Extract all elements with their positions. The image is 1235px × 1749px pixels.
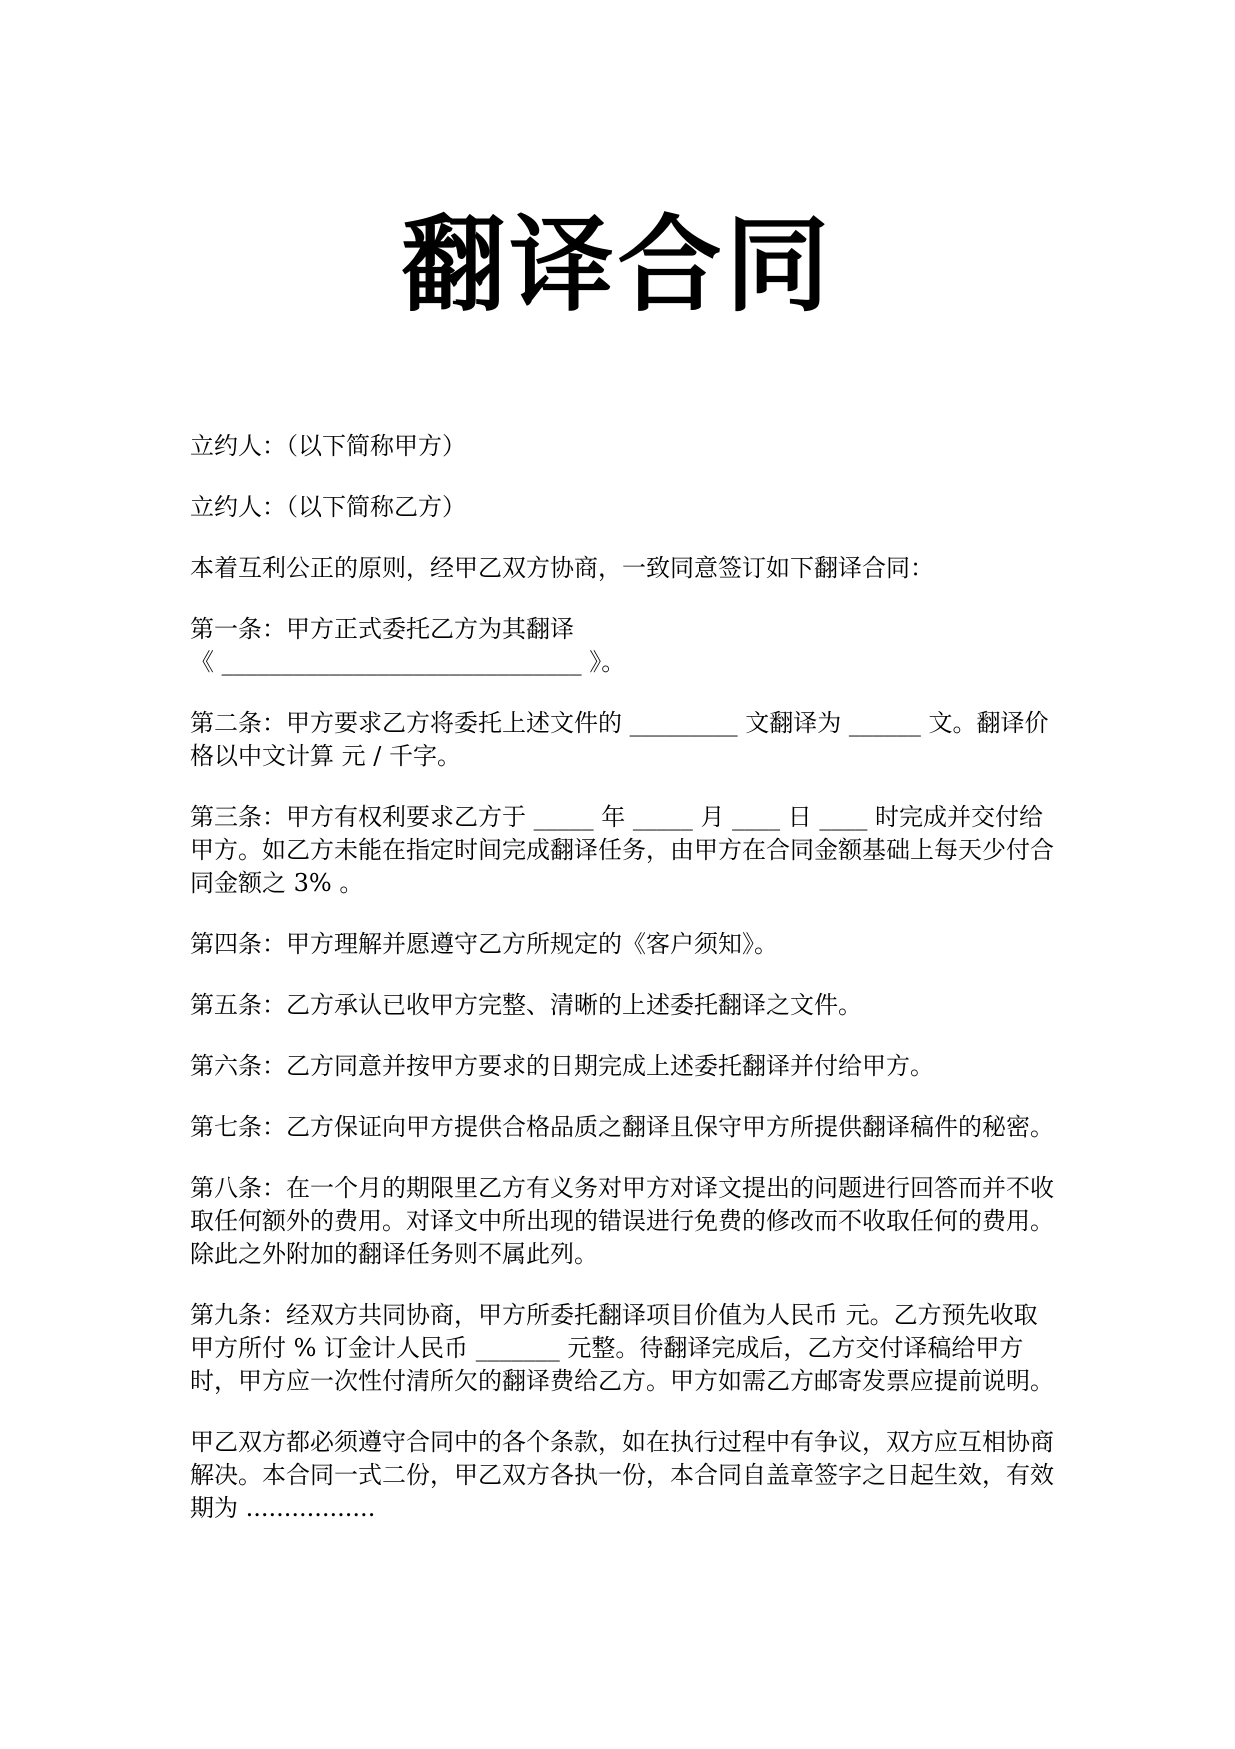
article-9: 第九条：经双方共同协商，甲方所委托翻译项目价值为人民币 元。乙方预先收取甲方所付 % 订金计人民币 _______ 元整。待翻译完成后，乙方交付译稿给甲方时，甲方应一次性付清所欠的翻译费给乙方。甲方如需乙方邮寄发票应提前说明。 xyxy=(190,1301,1054,1395)
closing-clause: 甲乙双方都必须遵守合同中的各个条款，如在执行过程中有争议，双方应互相协商解决。本合同一式二份，甲乙双方各执一份，本合同自盖章签字之日起生效，有效期为 ................. xyxy=(190,1428,1054,1522)
article-1: 第一条：甲方正式委托乙方为其翻译 《 ______________________________ 》。 xyxy=(190,615,626,676)
preamble: 本着互利公正的原则，经甲乙双方协商，一致同意签订如下翻译合同： xyxy=(190,554,934,582)
party-a-line: 立约人：（以下简称甲方） xyxy=(190,432,466,460)
article-7: 第七条：乙方保证向甲方提供合格品质之翻译且保守甲方所提供翻译稿件的秘密。 xyxy=(190,1113,1054,1141)
article-4: 第四条：甲方理解并愿遵守乙方所规定的《客户须知》。 xyxy=(190,930,778,958)
party-b-line: 立约人：（以下简称乙方） xyxy=(190,493,466,521)
article-3: 第三条：甲方有权利要求乙方于 _____ 年 _____ 月 ____ 日 ____ 时完成并交付给甲方。如乙方未能在指定时间完成翻译任务，由甲方在合同金额基础上每天少付合同金额之 3% 。 xyxy=(190,803,1054,897)
article-5: 第五条：乙方承认已收甲方完整、清晰的上述委托翻译之文件。 xyxy=(190,991,862,1019)
article-6: 第六条：乙方同意并按甲方要求的日期完成上述委托翻译并付给甲方。 xyxy=(190,1052,934,1080)
contract-body xyxy=(190,430,1055,1553)
document-title: 翻译合同 xyxy=(401,204,834,326)
article-2: 第二条：甲方要求乙方将委托上述文件的 _________ 文翻译为 ______ 文。翻译价格以中文计算 元 / 千字。 xyxy=(190,709,1049,770)
article-8: 第八条：在一个月的期限里乙方有义务对甲方对译文提出的问题进行回答而并不收取任何额外的费用。对译文中所出现的错误进行免费的修改而不收取任何的费用。除此之外附加的翻译任务则不属此列。 xyxy=(190,1174,1054,1268)
